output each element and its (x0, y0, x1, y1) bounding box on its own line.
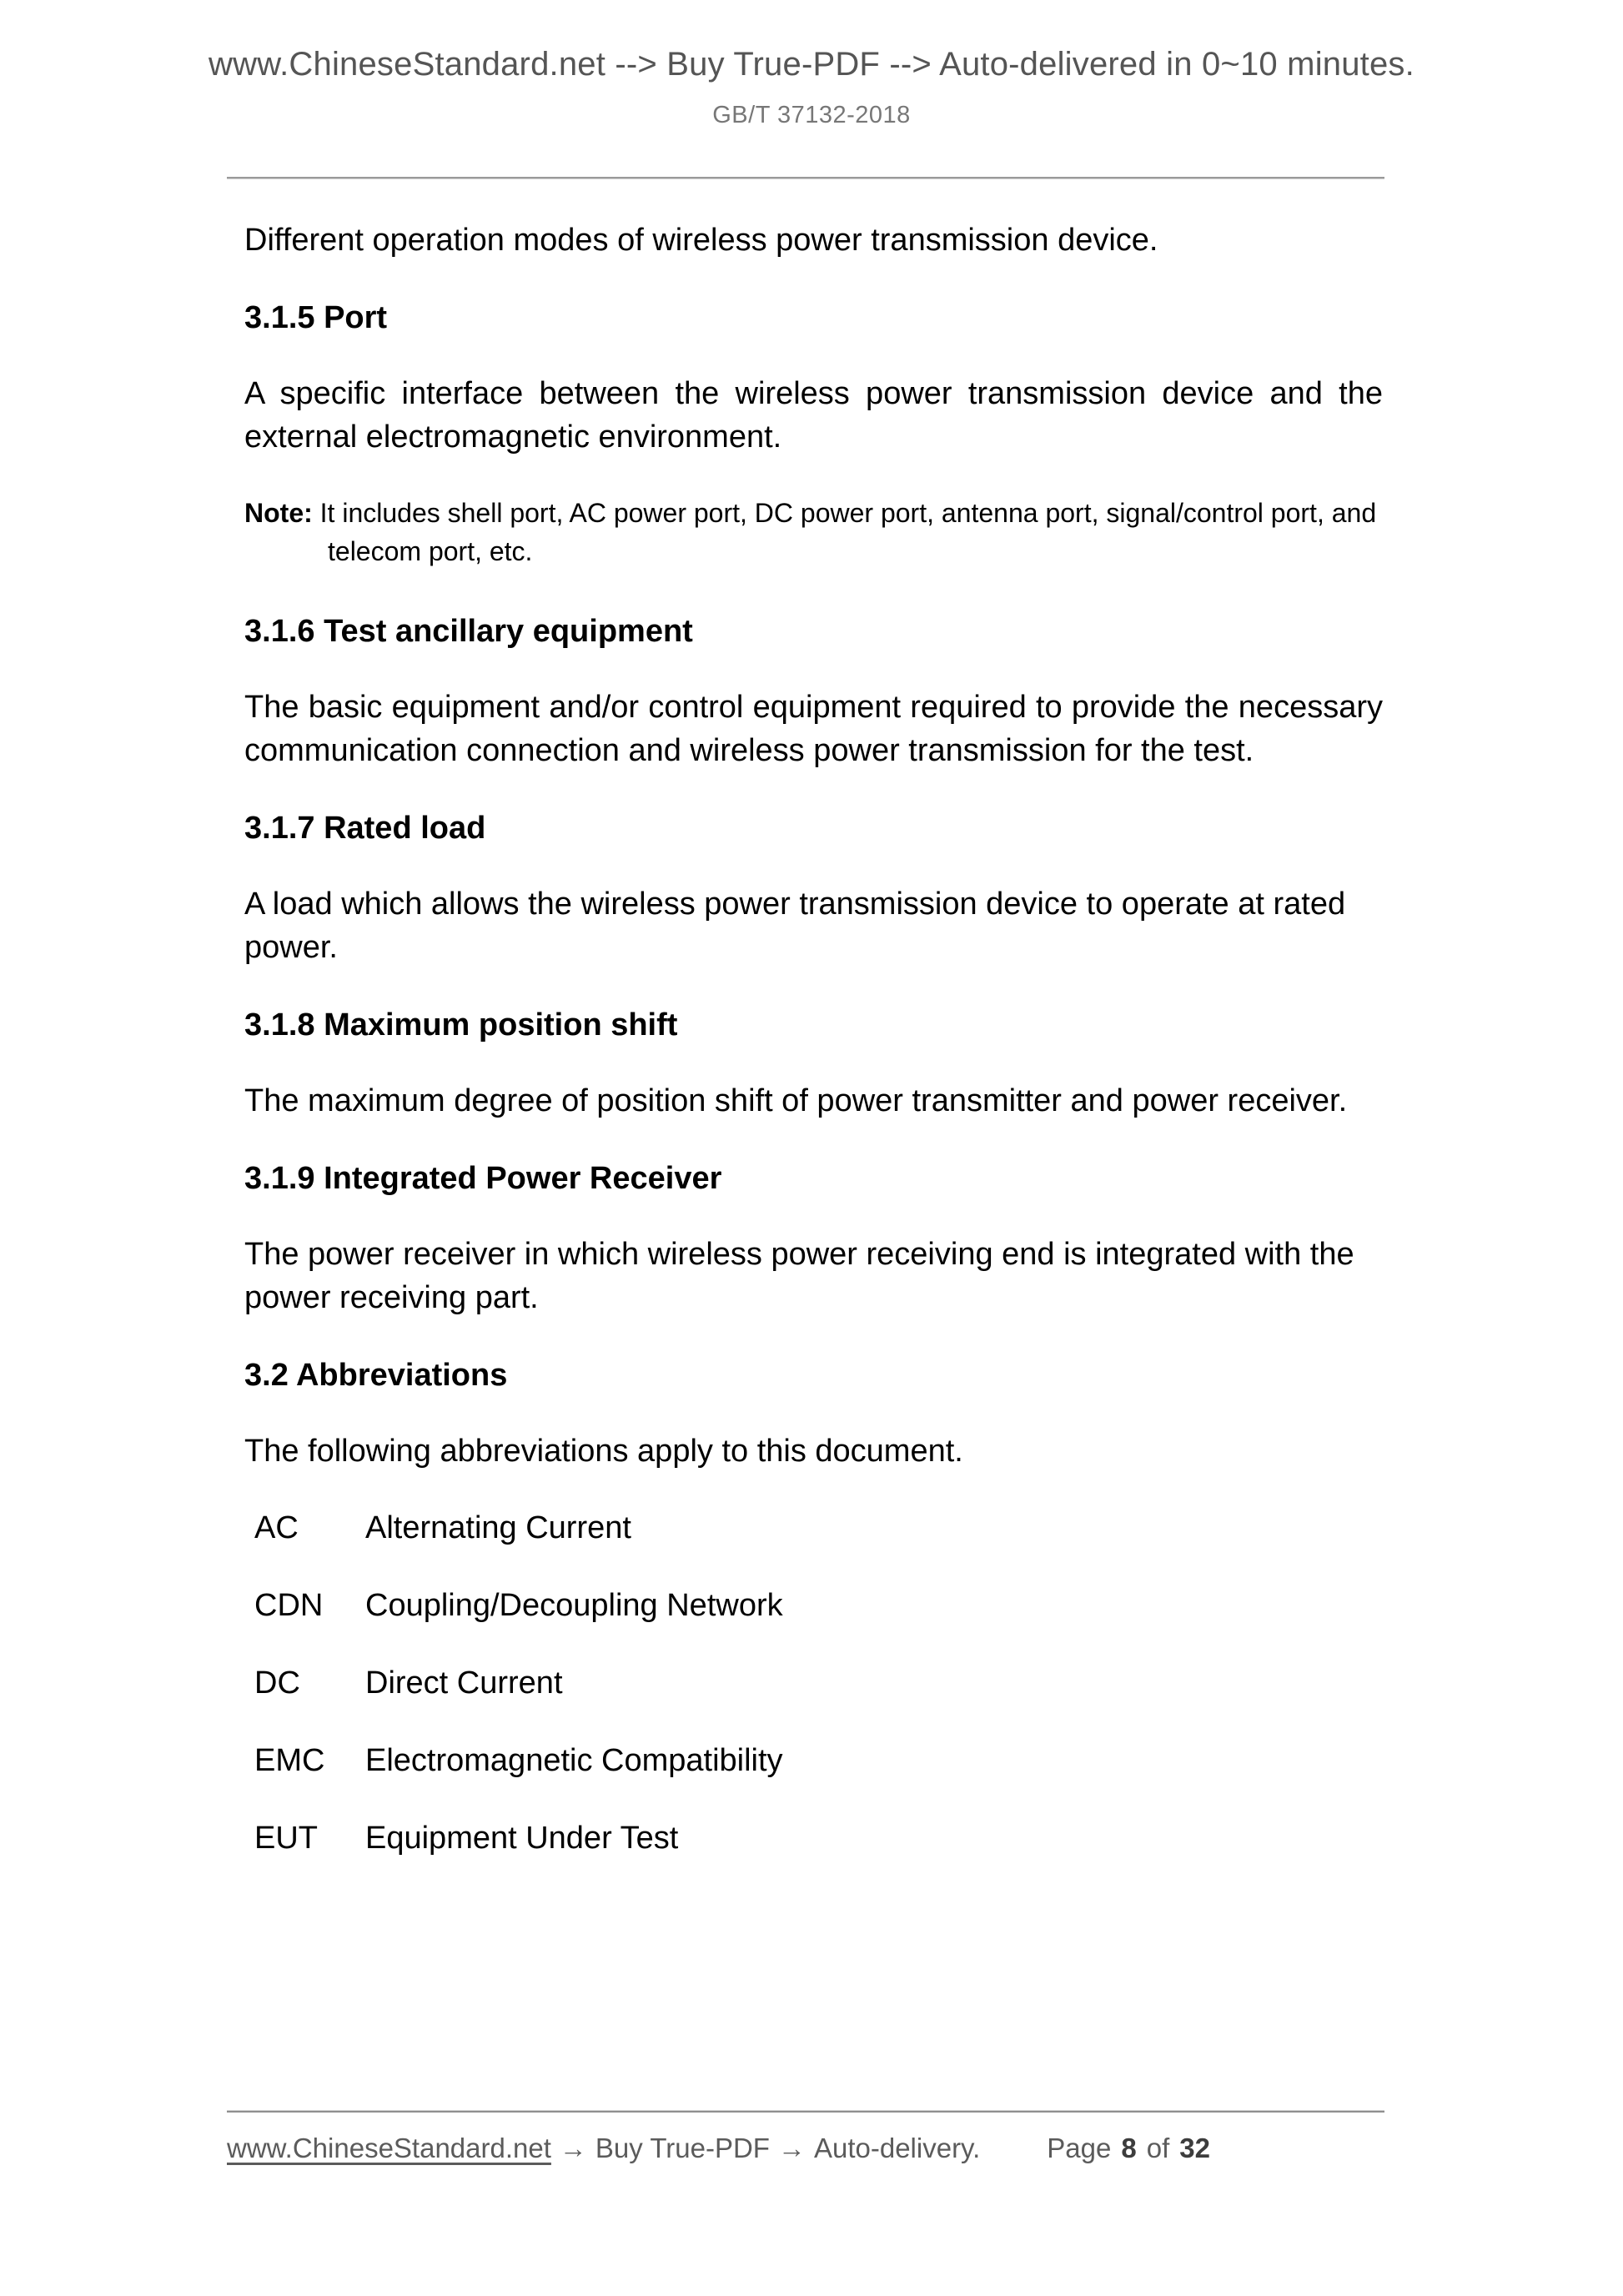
list-item (244, 1508, 1383, 1548)
abbreviation-meaning: Direct Current (365, 1665, 563, 1701)
abbreviation-meaning: Electromagnetic Compatibility (365, 1743, 783, 1778)
note-text: It includes shell port, AC power port, DC power port, antenna port, signal/control port, and telecom port, etc. (312, 498, 1377, 566)
page-indicator (1047, 2133, 1210, 2164)
footer-buy-label: Buy True-PDF (595, 2133, 770, 2163)
page-label: Page (1047, 2133, 1112, 2163)
note-label: Note: (244, 498, 313, 528)
section-heading-3-1-8: 3.1.8 Maximum position shift (244, 1007, 678, 1042)
current-page-number: 8 (1121, 2133, 1137, 2163)
section-heading-3-1-9: 3.1.9 Integrated Power Receiver (244, 1161, 722, 1196)
abbreviation-key: CDN (254, 1588, 324, 1623)
right-arrow-icon: → (777, 2133, 806, 2163)
abbreviations-list (244, 1508, 1383, 1858)
abbreviations-intro: The following abbreviations apply to this document. (244, 1434, 963, 1469)
section-paragraph-3-1-5: A specific interface between the wireless power transmission device and the external electromagnetic environment. (244, 376, 1383, 455)
section-paragraph-3-1-6: The basic equipment and/or control equipment required to provide the necessary communication connection and wireless power transmission for the test. (244, 690, 1383, 768)
abbreviation-key: EUT (254, 1821, 318, 1856)
section-heading-3-1-7: 3.1.7 Rated load (244, 811, 486, 846)
total-page-count: 32 (1179, 2133, 1210, 2163)
document-content (244, 219, 1383, 1896)
standard-number: GB/T 37132-2018 (712, 102, 911, 128)
abbreviation-meaning: Equipment Under Test (365, 1821, 679, 1856)
page-header (0, 0, 1623, 129)
section-heading-3-1-5: 3.1.5 Port (244, 300, 388, 335)
footer-delivery-label: Auto-delivery. (813, 2133, 981, 2163)
intro-paragraph: Different operation modes of wireless power transmission device. (244, 223, 1158, 258)
section-heading-3-1-6: 3.1.6 Test ancillary equipment (244, 614, 693, 649)
section-paragraph-3-1-7: A load which allows the wireless power transmission device to operate at rated power. (244, 887, 1346, 965)
page-footer (227, 2110, 1384, 2164)
footer-divider (227, 2110, 1384, 2113)
abbreviation-key: DC (254, 1665, 300, 1701)
abbreviation-meaning: Coupling/Decoupling Network (365, 1588, 783, 1623)
footer-website-link[interactable]: www.ChineseStandard.net (227, 2133, 551, 2163)
note-block (244, 494, 1383, 570)
promo-banner-text: www.ChineseStandard.net --> Buy True-PDF --> Auto-delivered in 0~10 minutes. (209, 46, 1414, 83)
list-item (244, 1818, 1383, 1858)
section-paragraph-3-1-8: The maximum degree of position shift of power transmitter and power receiver. (244, 1083, 1348, 1118)
header-divider (227, 177, 1384, 179)
right-arrow-icon: → (559, 2133, 587, 2163)
section-heading-3-2: 3.2 Abbreviations (244, 1358, 508, 1393)
abbreviation-meaning: Alternating Current (365, 1510, 631, 1545)
list-item (244, 1663, 1383, 1703)
abbreviation-key: EMC (254, 1743, 325, 1778)
list-item (244, 1585, 1383, 1625)
footer-row (227, 2133, 1384, 2164)
section-paragraph-3-1-9: The power receiver in which wireless power receiving end is integrated with the power receiving part. (244, 1237, 1354, 1315)
of-label: of (1146, 2133, 1170, 2163)
list-item (244, 1741, 1383, 1781)
abbreviation-key: AC (254, 1510, 299, 1545)
